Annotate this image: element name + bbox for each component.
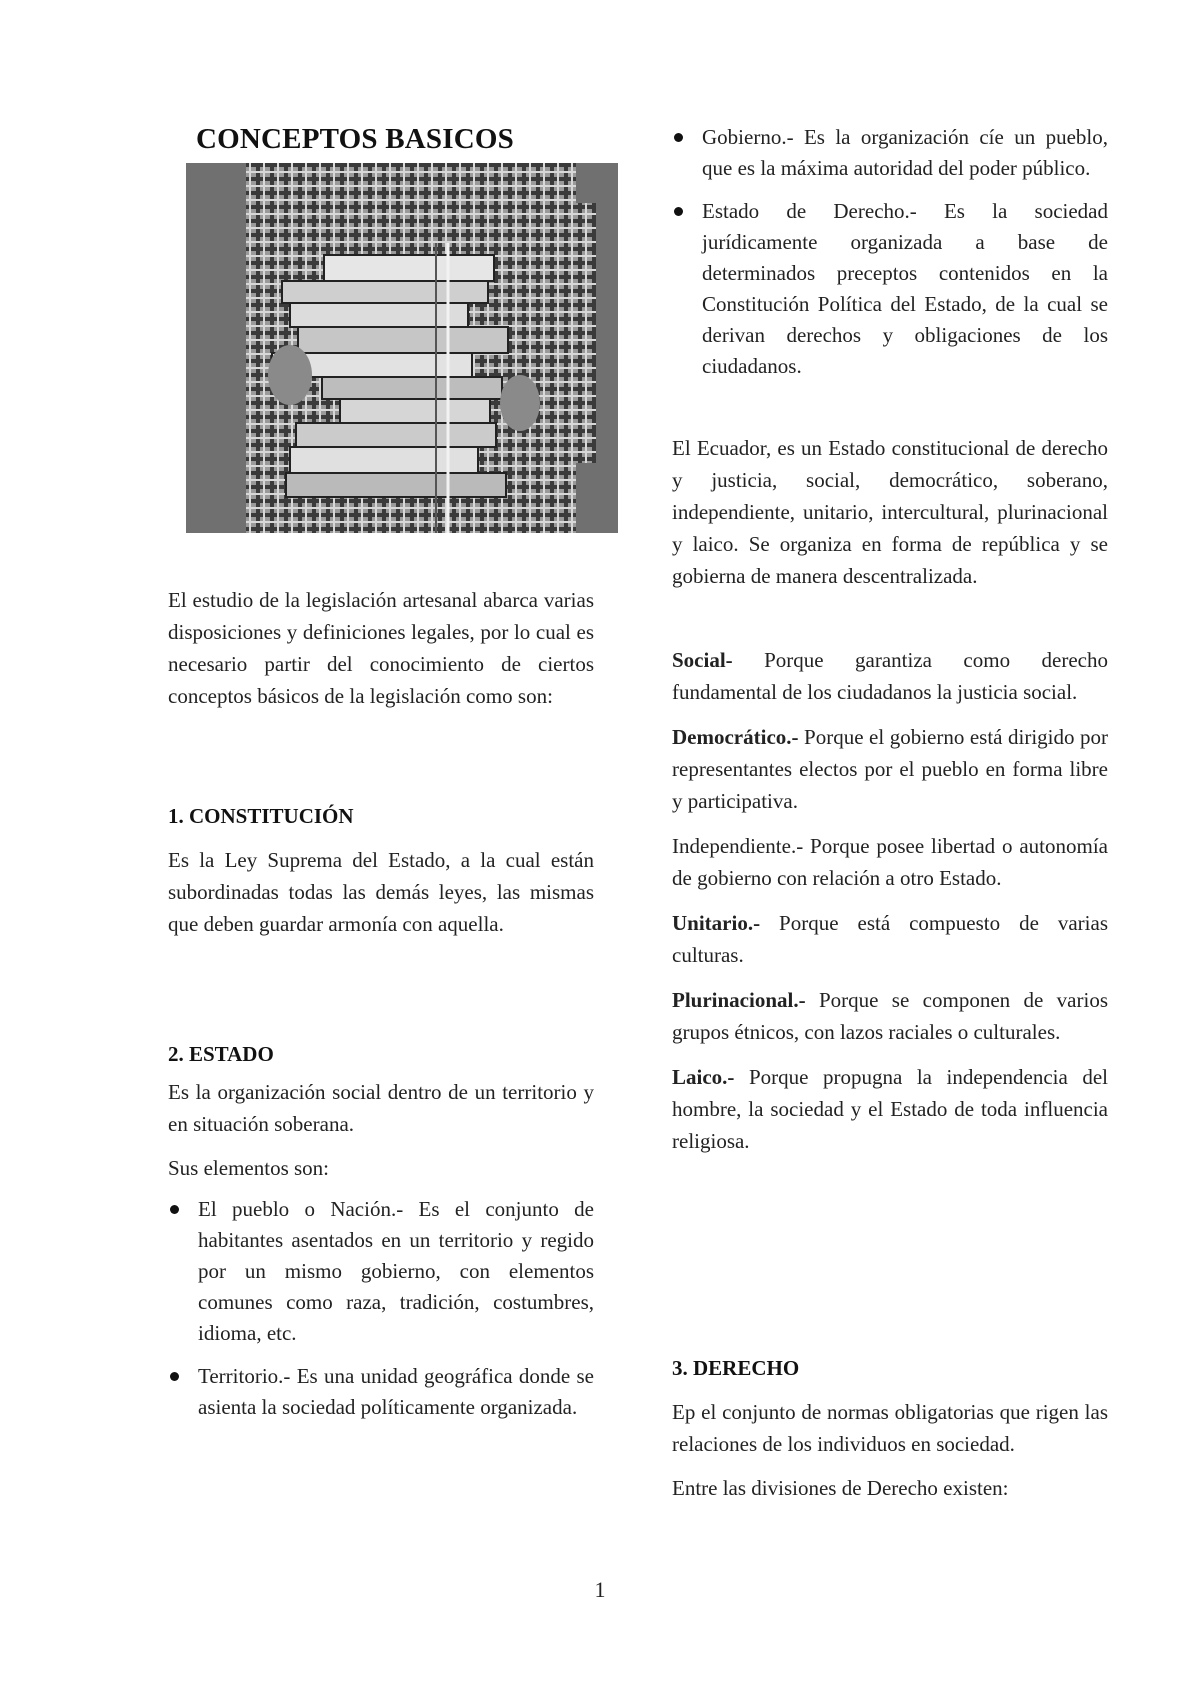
list-item: Estado de Derecho.- Es la sociedad jurídicamente organizada a base de determinados preceptos contenidos en la Constitución Política del Estado, de la cual se derivan derechos y obligaciones de los ciudadanos. bbox=[672, 196, 1108, 382]
section-text: Ep el conjunto de normas obligatorias que rigen las relaciones de los individuos en sociedad. bbox=[672, 1400, 1108, 1456]
divisions-intro: Entre las divisiones de Derecho existen: bbox=[672, 1476, 1009, 1500]
elements-list bbox=[168, 1194, 594, 1423]
term-definition bbox=[672, 644, 1108, 708]
term-label: Independiente.- bbox=[672, 834, 804, 858]
term-text: Porque el gobierno está dirigido por representantes electos por el pueblo en forma libre y participativa. bbox=[672, 725, 1108, 813]
term-definition bbox=[672, 1061, 1108, 1157]
ecuador-paragraph bbox=[672, 432, 1108, 592]
bullet-icon bbox=[170, 1372, 179, 1381]
section-text: Es la organización social dentro de un territorio y en situación soberana. bbox=[168, 1080, 594, 1136]
term-definition bbox=[672, 907, 1108, 971]
section-derecho bbox=[672, 1352, 1108, 1504]
term-text: Porque garantiza como derecho fundamental de los ciudadanos la justicia social. bbox=[672, 648, 1108, 704]
ecuador-text: El Ecuador, es un Estado constitucional de derecho y justicia, social, democrático, soberano, independiente, unitario, intercultural, plurinacional y laico. Se organiza en forma de república y se gobierna de manera descentralizada. bbox=[672, 436, 1108, 588]
term-text: Porque posee libertad o autonomía de gobierno con relación a otro Estado. bbox=[672, 834, 1108, 890]
section-constitucion bbox=[168, 800, 594, 940]
term-text: Porque está compuesto de varias culturas. bbox=[672, 911, 1108, 967]
intro-paragraph bbox=[168, 584, 594, 712]
section-text: Es la Ley Suprema del Estado, a la cual están subordinadas todas las demás leyes, las mismas que deben guardar armonía con aquella. bbox=[168, 848, 594, 936]
term-definition bbox=[672, 984, 1108, 1048]
section-estado bbox=[168, 1038, 594, 1435]
page-number: 1 bbox=[594, 1577, 606, 1602]
term-label: Social- bbox=[672, 648, 733, 672]
term-label: Democrático.- bbox=[672, 725, 799, 749]
elements-intro: Sus elementos son: bbox=[168, 1156, 329, 1180]
right-bullets bbox=[672, 122, 1108, 394]
intro-text: El estudio de la legislación artesanal abarca varias disposiciones y definiciones legales, por lo cual es necesario partir del conocimiento de ciertos conceptos básicos de la legislación como son: bbox=[168, 588, 594, 708]
list-item: El pueblo o Nación.- Es el conjunto de habitantes asentados en un territorio y regido por un mismo gobierno, con elementos comunes como raza, tradición, costumbres, idioma, etc. bbox=[168, 1194, 594, 1349]
bullet-icon bbox=[674, 207, 683, 216]
books-stack-photo bbox=[186, 163, 618, 533]
section-heading: 3. DERECHO bbox=[672, 1356, 800, 1380]
elements-list-continued bbox=[672, 122, 1108, 382]
term-text: Porque propugna la independencia del hombre, la sociedad y el Estado de toda influencia religiosa. bbox=[672, 1065, 1108, 1153]
terms-list bbox=[672, 644, 1108, 1170]
term-label: Laico.- bbox=[672, 1065, 735, 1089]
list-item: Territorio.- Es una unidad geográfica donde se asienta la sociedad políticamente organizada. bbox=[168, 1361, 594, 1423]
bullet-icon bbox=[170, 1205, 179, 1214]
term-label: Unitario.- bbox=[672, 911, 761, 935]
page-title: CONCEPTOS BASICOS bbox=[196, 123, 514, 155]
term-text: Porque se componen de varios grupos étnicos, con lazos raciales o culturales. bbox=[672, 988, 1108, 1044]
section-heading: 2. ESTADO bbox=[168, 1042, 274, 1066]
bullet-icon bbox=[674, 133, 683, 142]
list-item: Gobierno.- Es la organización cíe un pueblo, que es la máxima autoridad del poder público. bbox=[672, 122, 1108, 184]
term-definition bbox=[672, 830, 1108, 894]
section-heading: 1. CONSTITUCIÓN bbox=[168, 804, 354, 828]
term-definition bbox=[672, 721, 1108, 817]
term-label: Plurinacional.- bbox=[672, 988, 806, 1012]
